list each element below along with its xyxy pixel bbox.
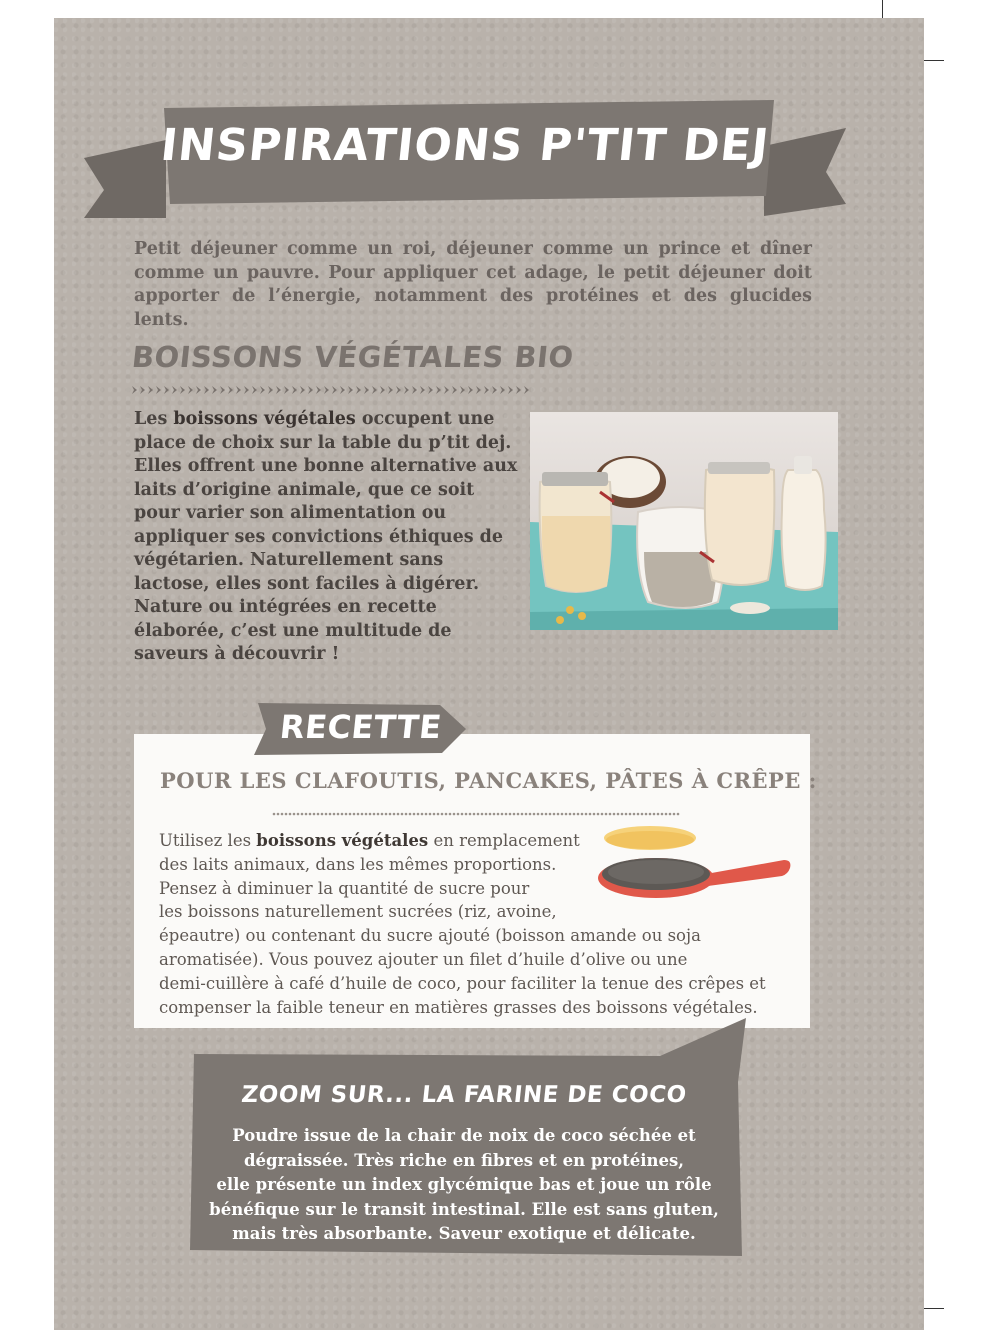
dotted-divider-dot	[601, 813, 604, 816]
recipe-title: POUR LES CLAFOUTIS, PANCAKES, PÂTES À CRÊPE :	[160, 768, 817, 793]
dotted-divider-dot	[609, 813, 612, 816]
arrow-divider-chevron	[460, 386, 465, 394]
arrow-divider-chevron	[468, 386, 473, 394]
arrow-divider-chevron	[284, 386, 289, 394]
zoom-text	[194, 1124, 734, 1247]
intro-line: apporter de l’énergie, notamment des protéines et des glucides lents.	[134, 286, 812, 330]
arrow-divider-chevron	[444, 386, 449, 394]
arrow-divider-chevron	[132, 386, 137, 394]
dotted-divider-dot	[273, 813, 276, 816]
arrow-divider-chevron	[396, 386, 401, 394]
dotted-divider-dot	[345, 813, 348, 816]
dotted-divider-dot	[393, 813, 396, 816]
dotted-divider-dot	[481, 813, 484, 816]
arrow-divider-chevron	[300, 386, 305, 394]
arrow-divider-chevron	[316, 386, 321, 394]
arrow-divider-chevron	[268, 386, 273, 394]
arrow-divider-chevron	[324, 386, 329, 394]
dotted-divider-dot	[429, 813, 432, 816]
arrow-divider-chevron	[196, 386, 201, 394]
dotted-divider-dot	[437, 813, 440, 816]
dotted-divider-dot	[621, 813, 624, 816]
arrow-divider-chevron	[188, 386, 193, 394]
dotted-divider-dot	[281, 813, 284, 816]
arrow-divider-chevron	[516, 386, 521, 394]
dotted-divider	[272, 811, 684, 817]
recipe-line-rest: en remplacement	[428, 831, 580, 850]
title-banner	[84, 100, 846, 222]
dotted-divider-dot	[677, 813, 680, 816]
dotted-divider-dot	[565, 813, 568, 816]
arrow-divider-chevron	[356, 386, 361, 394]
dotted-divider-dot	[485, 813, 488, 816]
arrow-divider-chevron	[380, 386, 385, 394]
dotted-divider-dot	[501, 813, 504, 816]
arrow-divider-chevron	[412, 386, 417, 394]
arrow-divider-chevron	[172, 386, 177, 394]
dotted-divider-dot	[321, 813, 324, 816]
arrow-divider-chevron	[236, 386, 241, 394]
arrow-divider-chevron	[252, 386, 257, 394]
dotted-divider-dot	[341, 813, 344, 816]
recipe-line: les boissons naturellement sucrées (riz, avoine,	[159, 902, 557, 922]
recipe-line-bold: boissons végétales	[256, 831, 429, 850]
dotted-divider-dot	[433, 813, 436, 816]
dotted-divider-dot	[373, 813, 376, 816]
zoom-title: ZOOM SUR... LA FARINE DE COCO	[240, 1082, 688, 1108]
arrow-divider-chevron	[372, 386, 377, 394]
dotted-divider-dot	[385, 813, 388, 816]
dotted-divider-dot	[661, 813, 664, 816]
dotted-divider-dot	[317, 813, 320, 816]
recipe-line: épeautre) ou contenant du sucre ajouté (boisson amande ou soja	[159, 926, 701, 946]
dotted-divider-dot	[597, 813, 600, 816]
dotted-divider-dot	[665, 813, 668, 816]
dotted-divider-dot	[493, 813, 496, 816]
dotted-divider-dot	[401, 813, 404, 816]
dotted-divider-dot	[329, 813, 332, 816]
body-highlight: boissons végétales	[173, 409, 356, 429]
dotted-divider-dot	[529, 813, 532, 816]
dotted-divider-dot	[449, 813, 452, 816]
dotted-divider-dot	[613, 813, 616, 816]
arrow-divider-chevron	[308, 386, 313, 394]
dotted-divider-dot	[653, 813, 656, 816]
dotted-divider-dot	[445, 813, 448, 816]
dotted-divider-dot	[541, 813, 544, 816]
arrow-divider-chevron	[500, 386, 505, 394]
dotted-divider-dot	[277, 813, 280, 816]
dotted-divider-dot	[389, 813, 392, 816]
recipe-label: RECETTE	[278, 708, 444, 746]
dotted-divider-dot	[441, 813, 444, 816]
dotted-divider-dot	[473, 813, 476, 816]
intro-paragraph	[134, 238, 812, 332]
zoom-line: dégraissée. Très riche en fibres et en protéines,	[243, 1150, 685, 1170]
arrow-divider-chevron	[492, 386, 497, 394]
dotted-divider-dot	[365, 813, 368, 816]
dotted-divider-dot	[549, 813, 552, 816]
dotted-divider-dot	[469, 813, 472, 816]
dotted-divider-dot	[673, 813, 676, 816]
arrow-divider-chevron	[220, 386, 225, 394]
dotted-divider-dot	[641, 813, 644, 816]
body-prefix: Les	[134, 409, 174, 429]
dotted-divider-dot	[633, 813, 636, 816]
dotted-divider-dot	[525, 813, 528, 816]
dotted-divider-dot	[605, 813, 608, 816]
dotted-divider-dot	[557, 813, 560, 816]
arrow-divider-chevron	[204, 386, 209, 394]
dotted-divider-dot	[657, 813, 660, 816]
dotted-divider-dot	[649, 813, 652, 816]
dotted-divider-dot	[553, 813, 556, 816]
arrow-divider-chevron	[156, 386, 161, 394]
dotted-divider-dot	[289, 813, 292, 816]
dotted-divider-dot	[353, 813, 356, 816]
dotted-divider-dot	[505, 813, 508, 816]
dotted-divider-dot	[589, 813, 592, 816]
dotted-divider-dot	[369, 813, 372, 816]
dotted-divider-dot	[397, 813, 400, 816]
section-body	[134, 408, 520, 667]
dotted-divider-dot	[509, 813, 512, 816]
zoom-line: Poudre issue de la chair de noix de coco séchée et	[232, 1126, 696, 1145]
arrow-divider-chevron	[524, 386, 529, 394]
body-rest: occupent une place de choix sur la table du p’tit dej. Elles offrent une bonne alternative aux laits d’origine animale, que ce soit pour varier son alimentation ou appliquer ses convictions éthiques de végétarien. Naturellement sans lactose, elles sont faciles à digérer. Nature ou intégrées en recette élaborée, c’est une multitude de saveurs à découvrir !	[134, 409, 518, 664]
recipe-line-prefix: Utilisez les	[159, 831, 257, 850]
dotted-divider-dot	[497, 813, 500, 816]
dotted-divider-dot	[425, 813, 428, 816]
dotted-divider-dot	[457, 813, 460, 816]
dotted-divider-dot	[417, 813, 420, 816]
zoom-line: bénéfique sur le transit intestinal. Elle est sans gluten,	[209, 1199, 719, 1219]
dotted-divider-dot	[313, 813, 316, 816]
dotted-divider-dot	[569, 813, 572, 816]
dotted-divider-dot	[413, 813, 416, 816]
dotted-divider-dot	[533, 813, 536, 816]
dotted-divider-dot	[517, 813, 520, 816]
dotted-divider-dot	[593, 813, 596, 816]
dotted-divider-dot	[381, 813, 384, 816]
dotted-divider-dot	[285, 813, 288, 816]
recipe-line: Pensez à diminuer la quantité de sucre pour	[159, 878, 530, 898]
arrow-divider-chevron	[148, 386, 153, 394]
intro-line: comme un pauvre. Pour appliquer cet adage, le petit déjeuner doit	[134, 262, 812, 283]
recipe-line: compenser la faible teneur en matières grasses des boissons végétales.	[159, 997, 758, 1017]
arrow-divider-chevron	[292, 386, 297, 394]
arrow-divider-chevron	[420, 386, 425, 394]
arrow-divider-chevron	[340, 386, 345, 394]
arrow-divider-chevron	[404, 386, 409, 394]
dotted-divider-dot	[309, 813, 312, 816]
arrow-divider-chevron	[388, 386, 393, 394]
arrow-divider-chevron	[244, 386, 249, 394]
arrow-divider-chevron	[212, 386, 217, 394]
dotted-divider-dot	[629, 813, 632, 816]
arrow-divider-chevron	[332, 386, 337, 394]
arrow-divider-chevron	[436, 386, 441, 394]
dotted-divider-dot	[361, 813, 364, 816]
dotted-divider-dot	[573, 813, 576, 816]
dotted-divider-dot	[357, 813, 360, 816]
photo-plant-milk-bottles	[530, 412, 838, 630]
arrow-divider-chevron	[484, 386, 489, 394]
dotted-divider-dot	[333, 813, 336, 816]
dotted-divider-dot	[625, 813, 628, 816]
dotted-divider-dot	[513, 813, 516, 816]
arrow-divider-chevron	[428, 386, 433, 394]
dotted-divider-dot	[377, 813, 380, 816]
dotted-divider-dot	[337, 813, 340, 816]
zoom-line: mais très absorbante. Saveur exotique et délicate.	[232, 1224, 696, 1243]
recipe-line: aromatisée). Vous pouvez ajouter un filet d’huile d’olive ou une	[159, 949, 688, 969]
arrow-divider-chevron	[276, 386, 281, 394]
dotted-divider-dot	[421, 813, 424, 816]
dotted-divider-dot	[585, 813, 588, 816]
dotted-divider-dot	[465, 813, 468, 816]
recipe-line: demi-cuillère à café d’huile de coco, pour faciliter la tenue des crêpes et	[159, 973, 766, 993]
dotted-divider-dot	[409, 813, 412, 816]
dotted-divider-dot	[669, 813, 672, 816]
dotted-divider-dot	[325, 813, 328, 816]
arrow-divider-chevron	[260, 386, 265, 394]
dotted-divider-dot	[545, 813, 548, 816]
arrow-divider-chevron	[348, 386, 353, 394]
dotted-divider-dot	[617, 813, 620, 816]
arrow-divider-chevron	[476, 386, 481, 394]
dotted-divider-dot	[489, 813, 492, 816]
dotted-divider-dot	[521, 813, 524, 816]
dotted-divider-dot	[293, 813, 296, 816]
arrow-divider-chevron	[508, 386, 513, 394]
photo-illustration	[530, 412, 838, 630]
dotted-divider-dot	[297, 813, 300, 816]
dotted-divider-dot	[453, 813, 456, 816]
intro-line: Petit déjeuner comme un roi, déjeuner comme un prince et dîner	[134, 239, 812, 259]
dotted-divider-dot	[581, 813, 584, 816]
zoom-line: elle présente un index glycémique bas et joue un rôle	[216, 1175, 712, 1194]
arrow-divider-chevron	[364, 386, 369, 394]
dotted-divider-dot	[561, 813, 564, 816]
arrow-divider-chevron	[452, 386, 457, 394]
dotted-divider-dot	[645, 813, 648, 816]
dotted-divider-dot	[577, 813, 580, 816]
dotted-divider-dot	[301, 813, 304, 816]
dotted-divider-dot	[305, 813, 308, 816]
dotted-divider-dot	[477, 813, 480, 816]
dotted-divider-dot	[637, 813, 640, 816]
arrow-divider	[132, 385, 536, 395]
dotted-divider-dot	[537, 813, 540, 816]
dotted-divider-dot	[349, 813, 352, 816]
dotted-divider-dot	[461, 813, 464, 816]
arrow-divider-chevron	[228, 386, 233, 394]
arrow-divider-chevron	[180, 386, 185, 394]
dotted-divider-dot	[405, 813, 408, 816]
recipe-line: des laits animaux, dans les mêmes proportions.	[159, 854, 557, 874]
page-title: INSPIRATIONS P'TIT DEJ	[158, 120, 772, 171]
frying-pan-with-crepe-icon	[594, 822, 794, 904]
section-title: BOISSONS VÉGÉTALES BIO	[130, 340, 576, 374]
arrow-divider-chevron	[164, 386, 169, 394]
arrow-divider-chevron	[140, 386, 145, 394]
